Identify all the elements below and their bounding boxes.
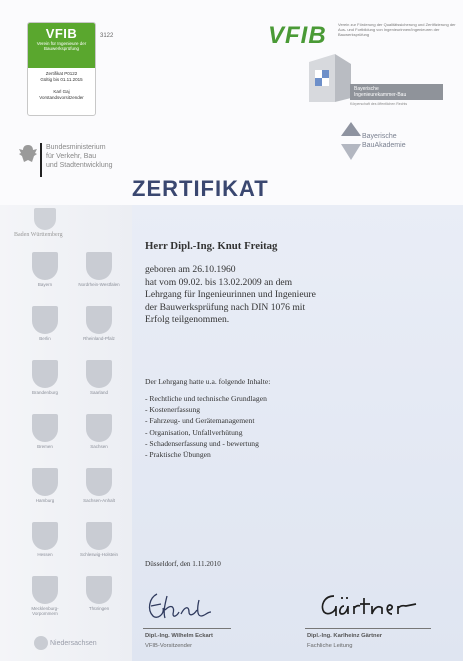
badge-signer: Karl Gaj [53,89,70,94]
state-item [22,306,68,341]
state-item [76,468,122,503]
badge-number: 3122 [100,33,114,39]
state-item [76,360,122,395]
signature-line-right [305,628,431,629]
akad-line1: Bayerische [362,133,397,140]
state-crest-icon [86,252,112,280]
signer-right-name: Dipl.-Ing. Karlheinz Gärtner [307,633,383,639]
state-label: Schleswig-Holstein [79,552,118,557]
ministry-text [46,143,156,170]
state-label: Berlin [39,336,51,341]
topic-item: - Praktische Übungen [145,450,211,460]
signature-line-left [143,628,231,629]
state-label: Saarland [89,390,108,395]
state-item [76,576,122,611]
vfib-description: Verein zur Förderung der Qualitätssicherung und Zertifizierung der Aus- und Fortbildung von Ingenieurinnen/Ingenieuren der Bauwerksprüfung [338,22,456,37]
federal-eagle-icon [18,143,38,165]
state-item [76,252,122,287]
state-label: Brandenburg [31,390,59,395]
state-crest-icon [32,306,58,334]
topic-item: - Kostenerfassung [145,405,201,415]
badge-subtitle: Verein für Ingenieure der Bauwerksprüfung [36,41,87,51]
state-crest-icon [86,306,112,334]
ministry-bar [40,143,42,177]
niedersachsen-label: Niedersachsen [50,640,97,647]
info-line: Erfolg teilgenommen. [145,314,230,325]
certificate-title: ZERTIFIKAT [132,176,269,201]
participation-info [145,264,445,327]
niedersachsen-crest-icon [34,636,48,650]
topic-item: - Organisation, Unfallverhütung [145,427,243,437]
bw-crest-icon [34,208,56,230]
course-topics [145,393,267,460]
bm-line3: und Stadtentwicklung [46,162,113,169]
bik-line1: Bayerische [354,86,379,92]
state-label: Thüringen [88,606,110,611]
state-label: Nordrhein-Westfalen [78,282,120,287]
state-label: Hessen [37,552,53,557]
state-item [76,306,122,341]
bm-line2: für Verkehr, Bau [46,153,97,160]
state-crest-icon [86,576,112,604]
state-label: Mecklenburg-Vorpommern [31,606,59,616]
state-item [22,252,68,287]
badge-signer-role: Vorstandsvorsitzender [39,95,84,100]
state-item [22,522,68,557]
state-crest-icon [32,576,58,604]
badge-cert-label: Zertifikat [45,71,63,76]
topic-item: - Fahrzeug- und Gerätemanagement [145,416,255,426]
bm-line1: Bundesministerium [46,144,106,151]
state-crest-icon [32,522,58,550]
badge-logo: VFIB [45,26,78,41]
info-line: geboren am 26.10.1960 [145,264,236,275]
vfib-badge [27,22,96,116]
state-label: Rheinland-Pfalz [83,336,115,341]
akad-line2: BauAkademie [362,142,406,149]
signature-eckart [143,588,223,624]
signer-right-role: Fachliche Leitung [307,643,353,649]
bw-label: Baden Württemberg [14,232,63,238]
bauakademie-logo-icon [340,122,362,162]
state-crest-icon [32,252,58,280]
bik-band [350,84,443,100]
bik-line2: Ingenieurekammer-Bau [354,92,407,98]
topic-item: - Schadenserfassung und - bewertung [145,438,259,448]
signer-left-name: Dipl.-Ing. Wilhelm Eckart [145,633,213,639]
signer-left-role: VFIB-Vorsitzender [145,643,193,649]
state-label: Hamburg [35,498,55,503]
state-crest-icon [32,414,58,442]
recipient-name: Herr Dipl.-Ing. Knut Freitag [145,240,278,252]
state-label: Sachsen [90,444,108,449]
state-crest-icon [32,360,58,388]
info-line: hat vom 09.02. bis 13.02.2009 an dem [145,276,293,288]
state-label: Bremen [37,444,53,449]
state-item [76,414,122,449]
info-line: Lehrgang für Ingenieurinnen und Ingenieure [145,289,316,300]
signature-gaertner [316,588,426,622]
state-item [22,414,68,449]
state-crest-icon [86,522,112,550]
vfib-logo: VFIB [268,22,327,49]
course-intro: Der Lehrgang hatte u.a. folgende Inhalte: [145,377,271,386]
state-item [22,360,68,395]
state-crest-icon [32,468,58,496]
state-crest-icon [86,468,112,496]
state-crest-icon [86,414,112,442]
state-item [22,468,68,503]
badge-valid: Gültig bis 01.11.2015 [40,77,83,82]
bik-logo-icon [305,54,355,106]
badge-cert-no: P0122 [64,71,78,76]
bauakademie-text [362,132,406,150]
state-label: Bayern [37,282,53,287]
place-date: Düsseldorf, den 1.11.2010 [145,560,221,568]
bik-caption: Körperschaft des öffentlichen Rechts [350,102,408,106]
state-label: Sachsen-Anhalt [83,498,115,503]
info-line: der Bauwerksprüfung nach DIN 1076 mit [145,301,306,313]
state-item [76,522,122,557]
state-crest-icon [86,360,112,388]
state-item [22,576,68,616]
topic-item: - Rechtliche und technische Grundlagen [145,394,267,403]
